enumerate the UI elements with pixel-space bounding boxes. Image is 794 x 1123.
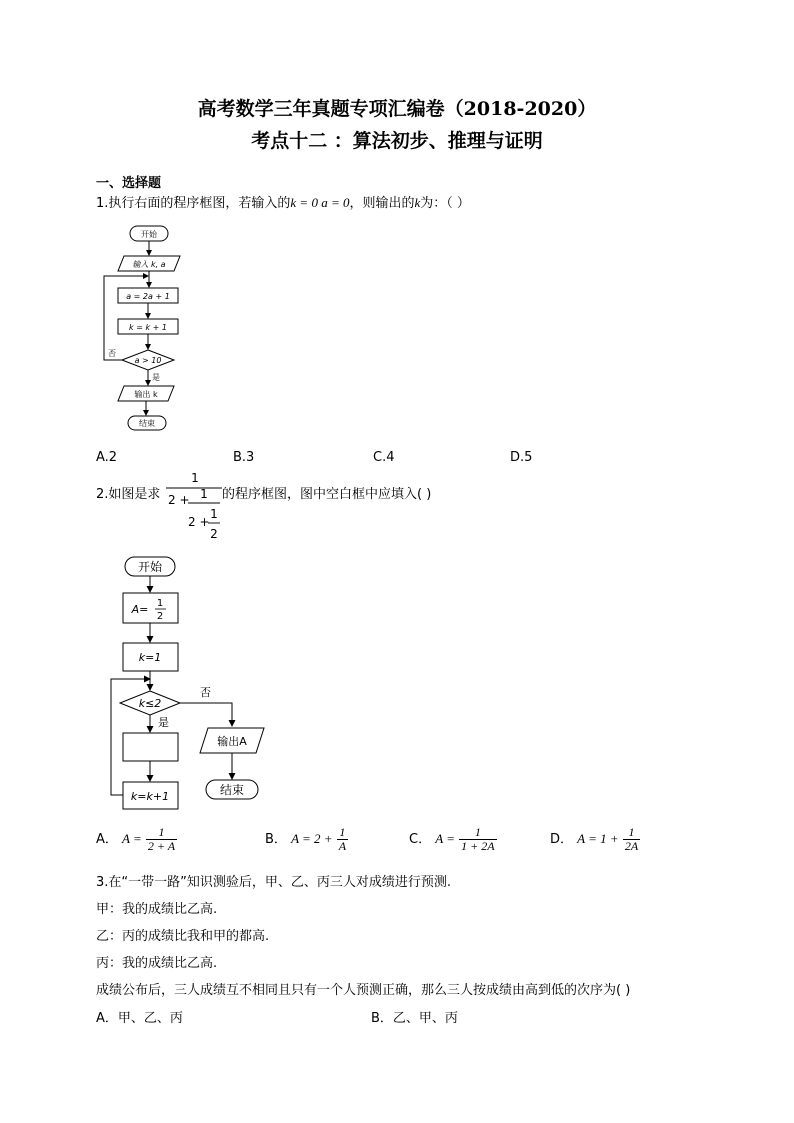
section-heading: 一、选择题: [96, 176, 162, 191]
q2-frac-inner-num: 1: [200, 487, 208, 501]
q3-statement-yi: 乙：丙的成绩比我和甲的都高.: [96, 929, 270, 944]
q2-continued-fraction: [162, 470, 224, 546]
q2-frac-den-lead: 2 +: [168, 493, 190, 507]
q2-option-b[interactable]: B． A = 2 + $\frac{1}{A}$: [265, 825, 347, 853]
q3-stem: 3.在“一带一路”知识测验后，甲、乙、丙三人对成绩进行预测.: [96, 875, 452, 890]
q2-frac-inner2-num: 1: [210, 507, 218, 521]
flow1-output-label: 输出 k: [134, 390, 158, 399]
flow2-end-label: 结束: [219, 783, 245, 797]
flow2-assign-k-label: k=1: [138, 651, 162, 664]
flow1-yes-label: 是: [152, 373, 160, 382]
flowchart-1: [90, 220, 200, 435]
q1-option-b[interactable]: B.3: [233, 450, 255, 465]
flow2-yes-label: 是: [158, 716, 169, 729]
flow1-input-label: 输入 k, a: [132, 260, 166, 269]
q1-option-a[interactable]: A.2: [96, 450, 118, 465]
flow2-assign-a-den: 2: [156, 611, 164, 622]
flow1-assign-a-label: a = 2a + 1: [126, 292, 170, 301]
flow2-blank-box: [123, 733, 178, 761]
q1-suffix: ，则输出的: [349, 196, 415, 211]
page-subtitle: 考点十二 ：算法初步、推理与证明: [251, 130, 543, 152]
q1-option-c[interactable]: C.4: [373, 450, 395, 465]
flow1-end-label: 结束: [139, 419, 155, 428]
flow2-increment-label: k=k+1: [130, 790, 170, 803]
q3-question: 成绩公布后，三人成绩互不相同且只有一个人预测正确，那么三人按成绩由高到低的次序为( ): [96, 983, 631, 998]
q1-option-d[interactable]: D.5: [510, 450, 533, 465]
q2-suffix: 的程序框图，图中空白框中应填入( ): [222, 487, 432, 502]
q2-option-d[interactable]: D． A = 1 + $\frac{1}{2A}$: [550, 825, 639, 853]
q2-option-c[interactable]: C． A = $\frac{1}{1 + 2A}$: [409, 825, 495, 853]
q2-prefix: 2.如图是求: [96, 487, 161, 502]
q1-condition: k = 0 a = 0: [290, 195, 350, 210]
q3-option-b[interactable]: B．乙、甲、丙: [371, 1011, 458, 1026]
q2-frac-num: 1: [191, 471, 199, 485]
q2-frac-inner-lead: 2 +: [188, 515, 210, 529]
q3-statement-bing: 丙：我的成绩比乙高.: [96, 956, 218, 971]
q2-frac-inner2-den: 2: [210, 527, 218, 541]
page-title: 高考数学三年真题专项汇编卷（2018-2020）: [197, 98, 597, 120]
flow2-assign-a-lhs: A=: [131, 603, 149, 616]
q1-end: 为：（ ）: [420, 196, 470, 211]
q1-prefix: 1.执行右面的程序框图，若输入的: [96, 196, 291, 211]
flow2-assign-a-num: 1: [156, 598, 164, 609]
flow1-no-label: 否: [108, 349, 116, 358]
q2-option-a[interactable]: A． A = $\frac{1}{2 + A}$: [96, 825, 176, 853]
flow2-decision-label: k≤2: [138, 697, 162, 710]
q3-option-a[interactable]: A．甲、乙、丙: [96, 1011, 183, 1026]
flow2-no-label: 否: [200, 686, 211, 699]
q3-statement-jia: 甲：我的成绩比乙高.: [96, 902, 218, 917]
flow2-start-label: 开始: [137, 560, 163, 574]
flow1-decision-label: a > 10: [134, 356, 162, 365]
flow1-start-label: 开始: [141, 230, 157, 239]
flow1-assign-k-label: k = k + 1: [129, 323, 167, 332]
question-1-text: [96, 192, 470, 211]
flowchart-2: [100, 552, 280, 814]
q1-var: k: [414, 195, 421, 210]
flow2-output-label: 输出A: [217, 735, 247, 748]
